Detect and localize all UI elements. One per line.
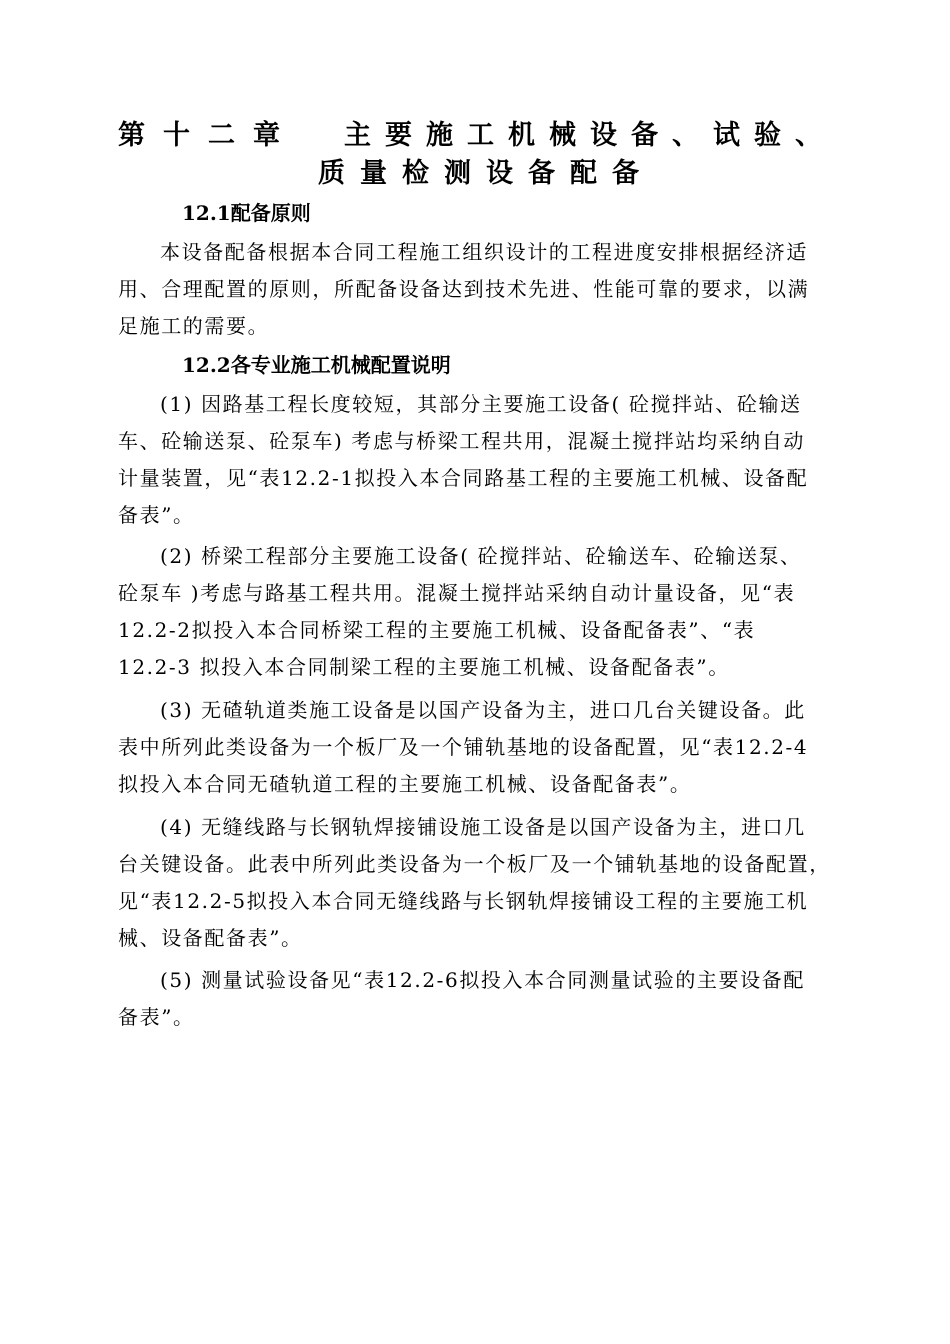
paragraph-line: 表中所列此类设备为一个板厂及一个铺轨基地的设备配置，见“表12.2-4: [118, 735, 809, 759]
paragraph-line: 用、合理配置的原则，所配备设备达到技术先进、性能可靠的要求，以满: [118, 277, 810, 301]
section-heading-12-1: 12.1配备原则: [182, 201, 311, 225]
paragraph-line: 见“表12.2-5拟投入本合同无缝线路与长钢轨焊接铺设工程的主要施工机: [118, 889, 809, 913]
paragraph-line: 足施工的需要。: [118, 314, 270, 338]
chapter-title-text: 主要施工机械设备、试验、: [344, 120, 836, 151]
paragraph-line: 12.2-3 拟投入本合同制梁工程的主要施工机械、设备配备表”。: [118, 655, 730, 679]
chapter-title-line2: 质量检测设备配备: [318, 158, 654, 189]
paragraph-line: 计量装置，见“表12.2-1拟投入本合同路基工程的主要施工机械、设备配: [118, 466, 809, 490]
paragraph-line: (2) 桥梁工程部分主要施工设备( 砼搅拌站、砼输送车、砼输送泵、: [160, 544, 802, 568]
paragraph-line: 本设备配备根据本合同工程施工组织设计的工程进度安排根据经济适: [160, 240, 808, 264]
paragraph-line: (5) 测量试验设备见“表12.2-6拟投入本合同测量试验的主要设备配: [160, 968, 805, 992]
section-heading-12-2: 12.2各专业施工机械配置说明: [182, 353, 451, 377]
paragraph-line: 砼泵车 )考虑与路基工程共用。混凝土搅拌站采纳自动计量设备，见“表: [118, 581, 796, 605]
paragraph-line: 备表”。: [118, 1005, 195, 1029]
chapter-number: 第十二章: [118, 120, 298, 151]
paragraph-line: 车、砼输送泵、砼泵车) 考虑与桥梁工程共用，混凝土搅拌站均采纳自动: [118, 429, 805, 453]
paragraph-line: (4) 无缝线路与长钢轨焊接铺设施工设备是以国产设备为主，进口几: [160, 815, 806, 839]
paragraph-line: 械、设备配备表”。: [118, 926, 303, 950]
paragraph-line: 拟投入本合同无碴轨道工程的主要施工机械、设备配备表”。: [118, 772, 692, 796]
paragraph-line: 12.2-2拟投入本合同桥梁工程的主要施工机械、设备配备表”、“表: [118, 618, 756, 642]
paragraph-line: (1) 因路基工程长度较短，其部分主要施工设备( 砼搅拌站、砼输送: [160, 392, 802, 416]
paragraph-line: 台关键设备。此表中所列此类设备为一个板厂及一个铺轨基地的设备配置，: [118, 852, 831, 876]
paragraph-line: 备表”。: [118, 503, 195, 527]
paragraph-line: (3) 无碴轨道类施工设备是以国产设备为主，进口几台关键设备。此: [160, 698, 806, 722]
